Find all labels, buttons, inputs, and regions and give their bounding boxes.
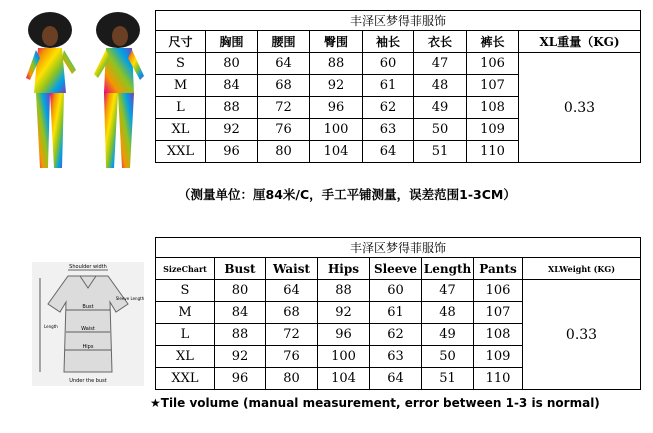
value-cell: 49 [422, 324, 474, 346]
value-cell: 64 [266, 280, 318, 302]
diagram-label-under-bust: Under the bust [69, 378, 107, 384]
value-cell: 92 [215, 346, 266, 368]
measurement-note-chinese: （测量单位：厘84米/C，手工平铺测量，误差范围1-3CM） [178, 187, 516, 202]
value-cell: 49 [414, 97, 467, 119]
value-cell: 51 [422, 368, 474, 390]
table-title: 丰泽区梦得菲服饰 [156, 11, 641, 31]
value-cell: 88 [310, 53, 363, 75]
measurement-note-english: ★Tile volume (manual measurement, error between 1-3 is normal) [150, 396, 600, 410]
value-cell: 63 [370, 346, 422, 368]
value-cell: 50 [414, 119, 467, 141]
value-cell: 107 [474, 302, 523, 324]
value-cell: 72 [266, 324, 318, 346]
diagram-label-waist: Waist [81, 326, 95, 332]
value-cell: 61 [370, 302, 422, 324]
diagram-label-sleeve: Sleeve Length [115, 296, 144, 301]
value-cell: 109 [467, 119, 519, 141]
value-cell: 104 [310, 141, 363, 163]
value-cell: 107 [467, 75, 519, 97]
value-cell: 96 [206, 141, 258, 163]
size-table-chinese [155, 10, 641, 163]
header-cell: Bust [215, 258, 266, 280]
measurement-diagram [32, 262, 144, 386]
size-cell: S [156, 280, 215, 302]
header-cell: Pants [474, 258, 523, 280]
value-cell: 50 [422, 346, 474, 368]
value-cell: 64 [258, 53, 310, 75]
value-cell: 80 [206, 53, 258, 75]
size-cell: M [156, 75, 206, 97]
value-cell: 80 [215, 280, 266, 302]
size-cell: L [156, 97, 206, 119]
value-cell: 109 [474, 346, 523, 368]
value-cell: 84 [215, 302, 266, 324]
value-cell: 51 [414, 141, 467, 163]
table-title: 丰泽区梦得菲服饰 [156, 238, 641, 258]
value-cell: 64 [370, 368, 422, 390]
value-cell: 92 [318, 302, 370, 324]
value-cell: 92 [310, 75, 363, 97]
value-cell: 110 [467, 141, 519, 163]
weight-cell: 0.33 [519, 53, 641, 163]
header-cell: Length [422, 258, 474, 280]
header-cell: Hips [318, 258, 370, 280]
header-cell: 腰围 [258, 31, 310, 53]
value-cell: 60 [370, 280, 422, 302]
garment-diagram-illustration [32, 262, 144, 386]
value-cell: 106 [467, 53, 519, 75]
value-cell: 47 [422, 280, 474, 302]
value-cell: 80 [266, 368, 318, 390]
header-cell: XLWeight (KG) [523, 258, 641, 280]
model-illustration [18, 8, 154, 176]
header-row [156, 31, 641, 53]
value-cell: 61 [363, 75, 414, 97]
value-cell: 88 [206, 97, 258, 119]
value-cell: 96 [318, 324, 370, 346]
value-cell: 100 [318, 346, 370, 368]
value-cell: 62 [363, 97, 414, 119]
value-cell: 64 [363, 141, 414, 163]
weight-cell: 0.33 [523, 280, 641, 390]
value-cell: 88 [318, 280, 370, 302]
header-cell: 臀围 [310, 31, 363, 53]
header-row [156, 258, 641, 280]
diagram-label-bust: Bust [82, 304, 94, 310]
value-cell: 110 [474, 368, 523, 390]
header-cell: SizeChart [156, 258, 215, 280]
value-cell: 48 [422, 302, 474, 324]
value-cell: 92 [206, 119, 258, 141]
value-cell: 76 [266, 346, 318, 368]
value-cell: 48 [414, 75, 467, 97]
header-cell: 尺寸 [156, 31, 206, 53]
value-cell: 72 [258, 97, 310, 119]
value-cell: 100 [310, 119, 363, 141]
value-cell: 108 [467, 97, 519, 119]
value-cell: 84 [206, 75, 258, 97]
header-cell: 胸围 [206, 31, 258, 53]
value-cell: 62 [370, 324, 422, 346]
value-cell: 104 [318, 368, 370, 390]
header-cell: 裤长 [467, 31, 519, 53]
value-cell: 63 [363, 119, 414, 141]
size-cell: XL [156, 346, 215, 368]
value-cell: 68 [258, 75, 310, 97]
table-row [156, 53, 641, 75]
value-cell: 88 [215, 324, 266, 346]
value-cell: 108 [474, 324, 523, 346]
size-cell: S [156, 53, 206, 75]
size-cell: XXL [156, 368, 215, 390]
value-cell: 96 [215, 368, 266, 390]
value-cell: 68 [266, 302, 318, 324]
table-row [156, 280, 641, 302]
value-cell: 47 [414, 53, 467, 75]
header-cell: 袖长 [363, 31, 414, 53]
diagram-label-hips: Hips [82, 344, 94, 350]
size-cell: L [156, 324, 215, 346]
size-cell: M [156, 302, 215, 324]
size-cell: XXL [156, 141, 206, 163]
header-cell: Waist [266, 258, 318, 280]
diagram-label-length: Length [44, 324, 58, 329]
value-cell: 80 [258, 141, 310, 163]
header-cell: 衣长 [414, 31, 467, 53]
value-cell: 76 [258, 119, 310, 141]
header-cell: XL重量（KG) [519, 31, 641, 53]
product-photo [18, 8, 154, 176]
header-cell: Sleeve [370, 258, 422, 280]
value-cell: 96 [310, 97, 363, 119]
size-table-english [155, 237, 641, 390]
value-cell: 106 [474, 280, 523, 302]
value-cell: 60 [363, 53, 414, 75]
diagram-label-shoulder: Shoulder width [69, 264, 107, 270]
size-cell: XL [156, 119, 206, 141]
